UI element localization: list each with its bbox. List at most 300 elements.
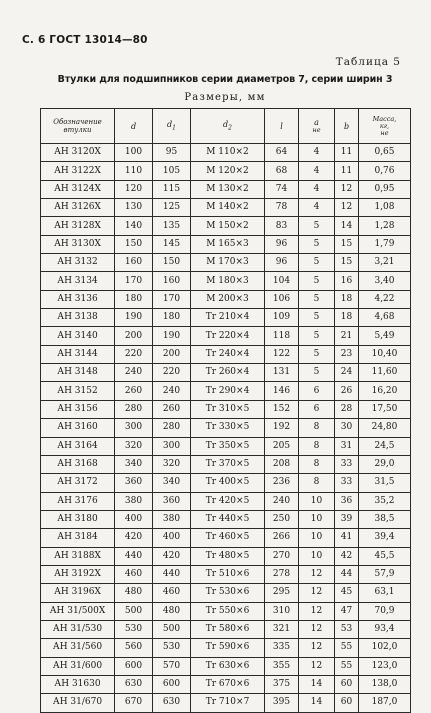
header-mass-line1: Масса, [372, 114, 397, 123]
cell-mass: 3,21 [359, 254, 411, 272]
cell-designation: АН 3180 [41, 510, 115, 528]
cell-d2: Тr 370×5 [191, 455, 265, 473]
cell-b: 12 [335, 199, 359, 217]
table-row [41, 602, 411, 620]
cell-d1: 400 [153, 529, 191, 547]
cell-d2: Тr 400×5 [191, 474, 265, 492]
cell-d2: Тr 210×4 [191, 309, 265, 327]
cell-b: 55 [335, 639, 359, 657]
table-row [41, 382, 411, 400]
cell-d1: 320 [153, 455, 191, 473]
cell-d1: 600 [153, 675, 191, 693]
cell-mass: 38,5 [359, 510, 411, 528]
cell-d2: Тr 420×5 [191, 492, 265, 510]
cell-mass: 17,50 [359, 400, 411, 418]
cell-l: 205 [265, 437, 299, 455]
cell-d2: Тr 310×5 [191, 400, 265, 418]
cell-a: 4 [299, 144, 335, 162]
cell-mass: 1,08 [359, 199, 411, 217]
table-row [41, 694, 411, 712]
cell-a: 12 [299, 620, 335, 638]
cell-d: 130 [115, 199, 153, 217]
cell-mass: 102,0 [359, 639, 411, 657]
header-a-sub: не [312, 126, 321, 134]
table-body [41, 144, 411, 713]
cell-d1: 180 [153, 309, 191, 327]
cell-designation: АН 3156 [41, 400, 115, 418]
cell-l: 270 [265, 547, 299, 565]
table-row [41, 547, 411, 565]
cell-mass: 93,4 [359, 620, 411, 638]
cell-d2: Тr 580×6 [191, 620, 265, 638]
cell-l: 74 [265, 180, 299, 198]
cell-a: 4 [299, 180, 335, 198]
cell-d: 480 [115, 584, 153, 602]
cell-l: 109 [265, 309, 299, 327]
cell-a: 12 [299, 639, 335, 657]
cell-d: 440 [115, 547, 153, 565]
cell-designation: АН 3124Х [41, 180, 115, 198]
table-row [41, 584, 411, 602]
cell-designation: АН 3184 [41, 529, 115, 547]
cell-d2: М 130×2 [191, 180, 265, 198]
cell-mass: 29,0 [359, 455, 411, 473]
cell-d1: 570 [153, 657, 191, 675]
cell-b: 36 [335, 492, 359, 510]
cell-d1: 95 [153, 144, 191, 162]
cell-d: 200 [115, 327, 153, 345]
cell-d: 530 [115, 620, 153, 638]
cell-designation: АН 3140 [41, 327, 115, 345]
cell-d1: 440 [153, 565, 191, 583]
cell-mass: 0,76 [359, 162, 411, 180]
cell-a: 10 [299, 510, 335, 528]
cell-d: 300 [115, 419, 153, 437]
cell-d: 100 [115, 144, 153, 162]
cell-a: 5 [299, 327, 335, 345]
cell-designation: АН 31/670 [41, 694, 115, 712]
cell-d2: М 150×2 [191, 217, 265, 235]
cell-mass: 24,5 [359, 437, 411, 455]
cell-b: 15 [335, 254, 359, 272]
cell-d1: 300 [153, 437, 191, 455]
cell-b: 41 [335, 529, 359, 547]
cell-designation: АН 3134 [41, 272, 115, 290]
cell-a: 4 [299, 162, 335, 180]
cell-l: 321 [265, 620, 299, 638]
cell-mass: 39,4 [359, 529, 411, 547]
cell-d2: Тr 290×4 [191, 382, 265, 400]
cell-d1: 135 [153, 217, 191, 235]
cell-a: 8 [299, 455, 335, 473]
cell-b: 11 [335, 144, 359, 162]
cell-l: 152 [265, 400, 299, 418]
table-row [41, 510, 411, 528]
cell-mass: 4,22 [359, 290, 411, 308]
cell-l: 78 [265, 199, 299, 217]
cell-d: 150 [115, 235, 153, 253]
cell-d2: Тr 240×4 [191, 345, 265, 363]
cell-mass: 187,0 [359, 694, 411, 712]
cell-l: 192 [265, 419, 299, 437]
cell-a: 5 [299, 290, 335, 308]
table-row [41, 565, 411, 583]
cell-b: 60 [335, 694, 359, 712]
cell-mass: 45,5 [359, 547, 411, 565]
table-row [41, 455, 411, 473]
cell-mass: 4,68 [359, 309, 411, 327]
cell-mass: 35,2 [359, 492, 411, 510]
cell-d1: 105 [153, 162, 191, 180]
cell-l: 266 [265, 529, 299, 547]
cell-a: 6 [299, 382, 335, 400]
header-b: b [335, 109, 359, 144]
cell-a: 5 [299, 272, 335, 290]
cell-designation: АН 3176 [41, 492, 115, 510]
cell-mass: 138,0 [359, 675, 411, 693]
cell-d2: М 110×2 [191, 144, 265, 162]
cell-b: 47 [335, 602, 359, 620]
cell-d2: М 165×3 [191, 235, 265, 253]
cell-d: 110 [115, 162, 153, 180]
cell-designation: АН 3192Х [41, 565, 115, 583]
cell-d1: 260 [153, 400, 191, 418]
cell-l: 118 [265, 327, 299, 345]
cell-d: 600 [115, 657, 153, 675]
cell-designation: АН 3130Х [41, 235, 115, 253]
cell-d1: 145 [153, 235, 191, 253]
table-row [41, 180, 411, 198]
cell-d1: 220 [153, 364, 191, 382]
cell-b: 24 [335, 364, 359, 382]
cell-designation: АН 31/500Х [41, 602, 115, 620]
cell-d1: 340 [153, 474, 191, 492]
cell-designation: АН 3128Х [41, 217, 115, 235]
cell-b: 28 [335, 400, 359, 418]
header-d1-sub: 1 [172, 124, 176, 132]
cell-b: 55 [335, 657, 359, 675]
cell-d: 630 [115, 675, 153, 693]
cell-a: 8 [299, 419, 335, 437]
cell-d: 560 [115, 639, 153, 657]
cell-l: 106 [265, 290, 299, 308]
table-row [41, 272, 411, 290]
cell-d: 220 [115, 345, 153, 363]
cell-b: 23 [335, 345, 359, 363]
cell-d: 360 [115, 474, 153, 492]
cell-l: 122 [265, 345, 299, 363]
cell-d2: Тr 670×6 [191, 675, 265, 693]
cell-b: 30 [335, 419, 359, 437]
header-l: l [265, 109, 299, 144]
cell-d: 400 [115, 510, 153, 528]
cell-b: 53 [335, 620, 359, 638]
table-header-row [41, 109, 411, 144]
cell-l: 375 [265, 675, 299, 693]
cell-mass: 70,9 [359, 602, 411, 620]
cell-d: 120 [115, 180, 153, 198]
header-mass-line2: кг, [379, 121, 390, 130]
cell-d2: Тr 510×6 [191, 565, 265, 583]
bushings-table [40, 108, 411, 713]
cell-d: 240 [115, 364, 153, 382]
cell-d: 180 [115, 290, 153, 308]
cell-d1: 380 [153, 510, 191, 528]
cell-mass: 31,5 [359, 474, 411, 492]
cell-d1: 115 [153, 180, 191, 198]
cell-d2: М 180×3 [191, 272, 265, 290]
cell-designation: АН 3172 [41, 474, 115, 492]
cell-designation: АН 31/600 [41, 657, 115, 675]
cell-a: 10 [299, 529, 335, 547]
table-title: Втулки для подшипников серии диаметров 7, серии ширин 3 [57, 74, 393, 85]
header-mass [359, 109, 411, 144]
cell-d2: М 120×2 [191, 162, 265, 180]
cell-a: 5 [299, 364, 335, 382]
cell-b: 14 [335, 217, 359, 235]
cell-d2: Тr 530×6 [191, 584, 265, 602]
cell-mass: 16,20 [359, 382, 411, 400]
cell-mass: 1,28 [359, 217, 411, 235]
cell-l: 355 [265, 657, 299, 675]
table-row [41, 364, 411, 382]
cell-designation: АН 3164 [41, 437, 115, 455]
cell-a: 5 [299, 254, 335, 272]
cell-mass: 5,49 [359, 327, 411, 345]
cell-d1: 160 [153, 272, 191, 290]
table-row [41, 400, 411, 418]
cell-mass: 11,60 [359, 364, 411, 382]
cell-b: 44 [335, 565, 359, 583]
cell-d1: 530 [153, 639, 191, 657]
cell-d1: 170 [153, 290, 191, 308]
cell-d2: Тr 630×6 [191, 657, 265, 675]
cell-d1: 240 [153, 382, 191, 400]
cell-b: 42 [335, 547, 359, 565]
cell-b: 31 [335, 437, 359, 455]
cell-l: 295 [265, 584, 299, 602]
cell-designation: АН 3126Х [41, 199, 115, 217]
cell-b: 21 [335, 327, 359, 345]
cell-designation: АН 3188Х [41, 547, 115, 565]
cell-mass: 57,9 [359, 565, 411, 583]
cell-l: 278 [265, 565, 299, 583]
cell-mass: 0,95 [359, 180, 411, 198]
table-row [41, 144, 411, 162]
cell-b: 33 [335, 455, 359, 473]
cell-a: 8 [299, 474, 335, 492]
cell-d: 140 [115, 217, 153, 235]
cell-designation: АН 3160 [41, 419, 115, 437]
cell-d1: 280 [153, 419, 191, 437]
cell-l: 68 [265, 162, 299, 180]
cell-d2: Тr 460×5 [191, 529, 265, 547]
cell-mass: 10,40 [359, 345, 411, 363]
cell-b: 18 [335, 290, 359, 308]
table-row [41, 620, 411, 638]
cell-designation: АН 3136 [41, 290, 115, 308]
cell-l: 335 [265, 639, 299, 657]
cell-d: 670 [115, 694, 153, 712]
cell-d: 420 [115, 529, 153, 547]
header-d2-sub: 2 [228, 124, 232, 132]
cell-d1: 190 [153, 327, 191, 345]
cell-d1: 150 [153, 254, 191, 272]
cell-d: 160 [115, 254, 153, 272]
header-d2 [191, 109, 265, 144]
cell-d: 260 [115, 382, 153, 400]
cell-b: 16 [335, 272, 359, 290]
table-row [41, 345, 411, 363]
cell-l: 104 [265, 272, 299, 290]
cell-designation: АН 31/560 [41, 639, 115, 657]
cell-designation: АН 3122Х [41, 162, 115, 180]
cell-d: 500 [115, 602, 153, 620]
cell-l: 250 [265, 510, 299, 528]
cell-l: 395 [265, 694, 299, 712]
header-a-text: a [314, 118, 319, 127]
table-row [41, 217, 411, 235]
table-row [41, 492, 411, 510]
table-row [41, 199, 411, 217]
cell-designation: АН 3148 [41, 364, 115, 382]
table-row [41, 529, 411, 547]
cell-d: 170 [115, 272, 153, 290]
cell-d2: Тr 480×5 [191, 547, 265, 565]
cell-a: 12 [299, 602, 335, 620]
cell-designation: АН 31/530 [41, 620, 115, 638]
header-d1 [153, 109, 191, 144]
cell-designation: АН 3132 [41, 254, 115, 272]
cell-d2: М 140×2 [191, 199, 265, 217]
cell-l: 208 [265, 455, 299, 473]
table-row [41, 254, 411, 272]
cell-b: 11 [335, 162, 359, 180]
cell-b: 18 [335, 309, 359, 327]
cell-a: 14 [299, 675, 335, 693]
table-row [41, 309, 411, 327]
page-header: С. 6 ГОСТ 13014—80 [22, 34, 148, 46]
header-d1-text: d [167, 119, 173, 129]
cell-b: 12 [335, 180, 359, 198]
table-row [41, 675, 411, 693]
cell-l: 131 [265, 364, 299, 382]
cell-a: 12 [299, 565, 335, 583]
cell-a: 5 [299, 217, 335, 235]
header-a [299, 109, 335, 144]
cell-mass: 123,0 [359, 657, 411, 675]
cell-d1: 480 [153, 602, 191, 620]
cell-designation: АН 3152 [41, 382, 115, 400]
cell-l: 96 [265, 254, 299, 272]
cell-d1: 630 [153, 694, 191, 712]
cell-d2: М 170×3 [191, 254, 265, 272]
cell-d: 320 [115, 437, 153, 455]
cell-mass: 63,1 [359, 584, 411, 602]
table-row [41, 290, 411, 308]
cell-d1: 360 [153, 492, 191, 510]
table-row [41, 639, 411, 657]
cell-a: 5 [299, 309, 335, 327]
cell-l: 240 [265, 492, 299, 510]
cell-a: 12 [299, 657, 335, 675]
cell-d2: Тr 440×5 [191, 510, 265, 528]
cell-d2: Тr 550×6 [191, 602, 265, 620]
cell-l: 236 [265, 474, 299, 492]
table-label: Таблица 5 [335, 56, 401, 68]
cell-d1: 200 [153, 345, 191, 363]
cell-a: 10 [299, 547, 335, 565]
header-d2-text: d [223, 119, 229, 129]
table-row [41, 657, 411, 675]
cell-mass: 3,40 [359, 272, 411, 290]
cell-a: 5 [299, 235, 335, 253]
cell-b: 39 [335, 510, 359, 528]
header-d: d [115, 109, 153, 144]
cell-d2: Тr 350×5 [191, 437, 265, 455]
cell-designation: АН 3168 [41, 455, 115, 473]
cell-d: 460 [115, 565, 153, 583]
cell-a: 5 [299, 345, 335, 363]
cell-d2: М 200×3 [191, 290, 265, 308]
cell-l: 146 [265, 382, 299, 400]
cell-d2: Тr 710×7 [191, 694, 265, 712]
cell-l: 64 [265, 144, 299, 162]
cell-designation: АН 3138 [41, 309, 115, 327]
cell-b: 45 [335, 584, 359, 602]
cell-d2: Тr 260×4 [191, 364, 265, 382]
cell-a: 10 [299, 492, 335, 510]
cell-b: 26 [335, 382, 359, 400]
cell-mass: 0,65 [359, 144, 411, 162]
cell-designation: АН 31630 [41, 675, 115, 693]
cell-a: 8 [299, 437, 335, 455]
table-row [41, 437, 411, 455]
cell-a: 4 [299, 199, 335, 217]
table-row [41, 327, 411, 345]
cell-l: 96 [265, 235, 299, 253]
header-mass-line3: не [380, 128, 389, 137]
table-row [41, 419, 411, 437]
table-row [41, 162, 411, 180]
cell-d: 280 [115, 400, 153, 418]
cell-d2: Тr 330×5 [191, 419, 265, 437]
cell-b: 15 [335, 235, 359, 253]
cell-d1: 420 [153, 547, 191, 565]
cell-a: 6 [299, 400, 335, 418]
table-subtitle: Размеры, мм [184, 92, 266, 103]
table-row [41, 474, 411, 492]
cell-a: 14 [299, 694, 335, 712]
cell-designation: АН 3120Х [41, 144, 115, 162]
cell-d1: 500 [153, 620, 191, 638]
cell-d1: 125 [153, 199, 191, 217]
cell-d1: 460 [153, 584, 191, 602]
cell-l: 310 [265, 602, 299, 620]
header-designation-text: Обозначение втулки [53, 118, 102, 134]
cell-d: 190 [115, 309, 153, 327]
cell-b: 60 [335, 675, 359, 693]
cell-l: 83 [265, 217, 299, 235]
cell-a: 12 [299, 584, 335, 602]
cell-mass: 24,80 [359, 419, 411, 437]
cell-mass: 1,79 [359, 235, 411, 253]
cell-b: 33 [335, 474, 359, 492]
cell-d2: Тr 590×6 [191, 639, 265, 657]
table-row [41, 235, 411, 253]
cell-designation: АН 3196Х [41, 584, 115, 602]
cell-designation: АН 3144 [41, 345, 115, 363]
